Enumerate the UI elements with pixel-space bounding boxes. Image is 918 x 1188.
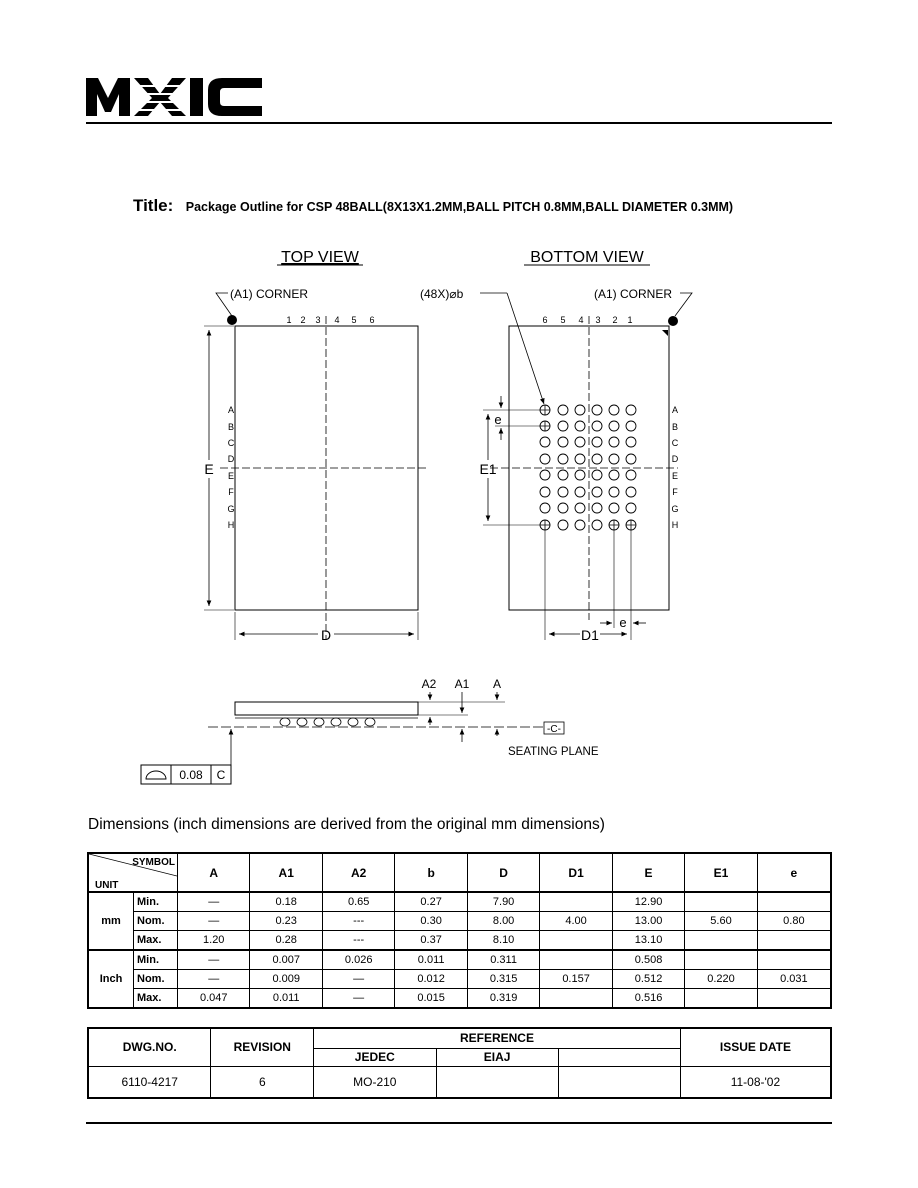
solder-ball xyxy=(540,437,550,447)
table-cell: 0.30 xyxy=(395,912,467,931)
top-row-f: F xyxy=(228,487,234,497)
top-col-2: 2 xyxy=(300,315,306,325)
bottom-col-1: 1 xyxy=(627,315,633,325)
flatness-value: 0.08 xyxy=(179,768,203,782)
solder-ball xyxy=(592,421,602,431)
table-cell: 0.011 xyxy=(250,989,322,1009)
col-header-b: b xyxy=(395,853,467,892)
solder-ball xyxy=(575,405,585,415)
top-row-b: B xyxy=(227,422,235,432)
dim-a1-label: A1 xyxy=(454,677,470,691)
table-cell: 0.65 xyxy=(322,892,394,912)
bottom-row-b: B xyxy=(671,422,679,432)
dimensions-header-row xyxy=(88,853,831,892)
solder-ball xyxy=(558,470,568,480)
solder-ball xyxy=(575,454,585,464)
bottom-row-c: C xyxy=(671,438,679,448)
solder-ball xyxy=(558,503,568,513)
solder-ball xyxy=(540,487,550,497)
profile-of-surface-icon xyxy=(146,771,166,779)
bottom-col-6: 6 xyxy=(542,315,548,325)
col-header-pitch: e xyxy=(757,853,831,892)
solder-ball xyxy=(626,421,636,431)
dimensions-heading: Dimensions (inch dimensions are derived from the original mm dimensions) xyxy=(88,816,605,833)
top-row-d: D xyxy=(227,454,235,464)
solder-ball xyxy=(592,503,602,513)
top-col-1: 1 xyxy=(286,315,292,325)
solder-ball xyxy=(626,487,636,497)
side-view xyxy=(141,677,599,784)
top-a1-corner-label: (A1) CORNER xyxy=(230,287,309,301)
solder-ball xyxy=(626,454,636,464)
dim-e-pitch-h-label: e xyxy=(619,615,627,630)
bottom-a1-marker-dot xyxy=(668,316,678,326)
solder-ball xyxy=(575,437,585,447)
a1-marker-dot xyxy=(227,315,237,325)
table-cell: 13.00 xyxy=(612,912,684,931)
table-cell: — xyxy=(322,989,394,1009)
row-label: Min. xyxy=(134,950,178,970)
top-col-6: 6 xyxy=(369,315,375,325)
solder-ball xyxy=(592,520,602,530)
bottom-view xyxy=(420,287,692,643)
col-header-e1: E1 xyxy=(685,853,757,892)
row-label: Max. xyxy=(134,989,178,1009)
table-cell: 8.10 xyxy=(467,931,539,951)
solder-ball xyxy=(558,421,568,431)
table-row xyxy=(88,989,831,1009)
solder-ball xyxy=(575,503,585,513)
footer-rule xyxy=(86,1122,832,1124)
top-view-label: TOP VIEW xyxy=(281,249,359,266)
row-label: Nom. xyxy=(134,970,178,989)
jedec-value: MO-210 xyxy=(314,1066,436,1098)
table-cell: 12.90 xyxy=(612,892,684,912)
top-row-h: H xyxy=(227,520,235,530)
solder-ball xyxy=(626,470,636,480)
col-header-e: E xyxy=(612,853,684,892)
solder-ball xyxy=(540,503,550,513)
seating-plane-label: SEATING PLANE xyxy=(508,746,599,758)
solder-ball xyxy=(609,470,619,480)
table-cell: 0.047 xyxy=(178,989,250,1009)
title-text: Package Outline for CSP 48BALL(8X13X1.2MM,BALL PITCH 0.8MM,BALL DIAMETER 0.3MM) xyxy=(185,200,734,214)
table-cell xyxy=(757,989,831,1009)
issue-date-header: ISSUE DATE xyxy=(680,1028,831,1066)
table-cell: 0.011 xyxy=(395,950,467,970)
title-row xyxy=(133,196,733,216)
table-cell: 0.508 xyxy=(612,950,684,970)
col-header-d: D xyxy=(467,853,539,892)
table-cell: 5.60 xyxy=(685,912,757,931)
table-row xyxy=(88,970,831,989)
eiaj-value xyxy=(436,1066,558,1098)
table-cell: 0.012 xyxy=(395,970,467,989)
solder-ball xyxy=(609,405,619,415)
dim-e1-label: E1 xyxy=(479,461,497,477)
top-row-g: G xyxy=(227,504,235,514)
row-label: Min. xyxy=(134,892,178,912)
table-row xyxy=(88,950,831,970)
table-cell: 0.27 xyxy=(395,892,467,912)
package-outline-drawing xyxy=(0,230,918,790)
ball-grid xyxy=(540,405,636,530)
table-cell: 0.315 xyxy=(467,970,539,989)
table-row xyxy=(88,931,831,951)
unit-cell: mm xyxy=(88,892,134,950)
solder-ball xyxy=(575,487,585,497)
table-cell xyxy=(685,892,757,912)
table-row xyxy=(88,912,831,931)
table-cell xyxy=(757,892,831,912)
reference-table xyxy=(87,1027,832,1099)
solder-ball xyxy=(575,520,585,530)
table-cell: 0.009 xyxy=(250,970,322,989)
table-cell: 13.10 xyxy=(612,931,684,951)
solder-ball xyxy=(592,405,602,415)
table-cell: 0.220 xyxy=(685,970,757,989)
top-row-e: E xyxy=(227,471,235,481)
table-cell: 0.28 xyxy=(250,931,322,951)
solder-ball xyxy=(609,454,619,464)
dim-a-label: A xyxy=(492,677,502,691)
solder-ball xyxy=(626,503,636,513)
table-cell: — xyxy=(178,912,250,931)
table-cell: 0.37 xyxy=(395,931,467,951)
top-row-a: A xyxy=(227,405,235,415)
revision-header: REVISION xyxy=(211,1028,314,1066)
table-cell: 0.015 xyxy=(395,989,467,1009)
table-cell: 0.319 xyxy=(467,989,539,1009)
solder-ball xyxy=(592,487,602,497)
table-cell xyxy=(685,989,757,1009)
bottom-row-a: A xyxy=(671,405,679,415)
solder-ball xyxy=(540,454,550,464)
table-cell: --- xyxy=(322,931,394,951)
datum-c: -C- xyxy=(547,724,561,735)
col-header-d1: D1 xyxy=(540,853,612,892)
dwg-no-value: 6110-4217 xyxy=(88,1066,211,1098)
table-cell: 0.516 xyxy=(612,989,684,1009)
flatness-datum: C xyxy=(216,768,226,782)
table-cell xyxy=(685,950,757,970)
top-row-c: C xyxy=(227,438,235,448)
bottom-col-3: 3 xyxy=(595,315,601,325)
top-col-3: 3 xyxy=(315,315,321,325)
table-cell: — xyxy=(322,970,394,989)
table-cell: 8.00 xyxy=(467,912,539,931)
bottom-col-4: 4 xyxy=(578,315,584,325)
bottom-row-e: E xyxy=(671,471,679,481)
dimensions-table xyxy=(87,852,832,1009)
table-cell: — xyxy=(178,892,250,912)
reference-extra-header xyxy=(558,1048,680,1066)
bottom-row-g: G xyxy=(671,504,679,514)
solder-ball xyxy=(592,470,602,480)
dim-d-label: D xyxy=(320,627,332,643)
solder-ball xyxy=(575,470,585,480)
solder-ball xyxy=(558,487,568,497)
bottom-row-h: H xyxy=(671,520,679,530)
solder-ball xyxy=(609,421,619,431)
solder-ball xyxy=(558,520,568,530)
solder-ball xyxy=(592,437,602,447)
solder-ball xyxy=(558,405,568,415)
solder-ball xyxy=(609,437,619,447)
dim-e-label: E xyxy=(204,461,214,477)
header-rule xyxy=(86,122,832,124)
solder-ball xyxy=(626,405,636,415)
solder-ball xyxy=(609,503,619,513)
col-header-a2: A2 xyxy=(322,853,394,892)
solder-ball xyxy=(558,454,568,464)
table-cell xyxy=(540,892,612,912)
table-cell: 0.512 xyxy=(612,970,684,989)
flatness-control-frame xyxy=(141,765,231,784)
solder-ball xyxy=(626,437,636,447)
solder-ball xyxy=(592,454,602,464)
bottom-col-5: 5 xyxy=(560,315,566,325)
col-header-a1: A1 xyxy=(250,853,322,892)
solder-ball xyxy=(558,437,568,447)
eiaj-header: EIAJ xyxy=(436,1048,558,1066)
solder-ball xyxy=(575,421,585,431)
table-cell: 0.026 xyxy=(322,950,394,970)
table-cell: 0.80 xyxy=(757,912,831,931)
issue-date-value: 11-08-'02 xyxy=(680,1066,831,1098)
solder-ball xyxy=(609,487,619,497)
table-cell: — xyxy=(178,950,250,970)
unit-label: UNIT xyxy=(95,880,119,891)
table-cell xyxy=(540,950,612,970)
dim-a2-label: A2 xyxy=(421,677,437,691)
symbol-unit-header xyxy=(88,853,178,892)
top-col-5: 5 xyxy=(351,315,357,325)
table-cell: 7.90 xyxy=(467,892,539,912)
table-cell xyxy=(757,950,831,970)
title-label: Title: xyxy=(133,196,174,215)
table-cell: 0.18 xyxy=(250,892,322,912)
jedec-header: JEDEC xyxy=(314,1048,436,1066)
table-cell: 0.23 xyxy=(250,912,322,931)
table-cell: 0.007 xyxy=(250,950,322,970)
table-cell: 4.00 xyxy=(540,912,612,931)
table-cell: 1.20 xyxy=(178,931,250,951)
dwg-no-header: DWG.NO. xyxy=(88,1028,211,1066)
table-cell: — xyxy=(178,970,250,989)
table-cell: 0.311 xyxy=(467,950,539,970)
top-col-4: 4 xyxy=(334,315,340,325)
top-view xyxy=(204,287,428,643)
table-cell xyxy=(685,931,757,951)
table-cell: 0.157 xyxy=(540,970,612,989)
dim-d1-label: D1 xyxy=(581,627,599,643)
table-cell xyxy=(540,931,612,951)
symbol-label: SYMBOL xyxy=(132,857,175,868)
table-cell xyxy=(540,989,612,1009)
revision-value: 6 xyxy=(211,1066,314,1098)
solder-ball xyxy=(540,470,550,480)
bottom-a1-corner-label: (A1) CORNER xyxy=(593,287,672,301)
table-cell: --- xyxy=(322,912,394,931)
row-label: Nom. xyxy=(134,912,178,931)
table-cell xyxy=(757,931,831,951)
unit-cell: Inch xyxy=(88,950,134,1008)
reference-header: REFERENCE xyxy=(314,1028,681,1048)
bottom-row-d: D xyxy=(671,454,679,464)
col-header-a: A xyxy=(178,853,250,892)
reference-extra-value xyxy=(558,1066,680,1098)
table-cell: 0.031 xyxy=(757,970,831,989)
mxic-logo xyxy=(84,72,266,122)
bottom-col-2: 2 xyxy=(612,315,618,325)
row-label: Max. xyxy=(134,931,178,951)
bottom-view-label: BOTTOM VIEW xyxy=(530,249,644,266)
dim-e-pitch-v-label: e xyxy=(494,412,502,427)
ball-callout: (48X)⌀b xyxy=(420,287,464,301)
table-row xyxy=(88,892,831,912)
bottom-row-f: F xyxy=(672,487,678,497)
